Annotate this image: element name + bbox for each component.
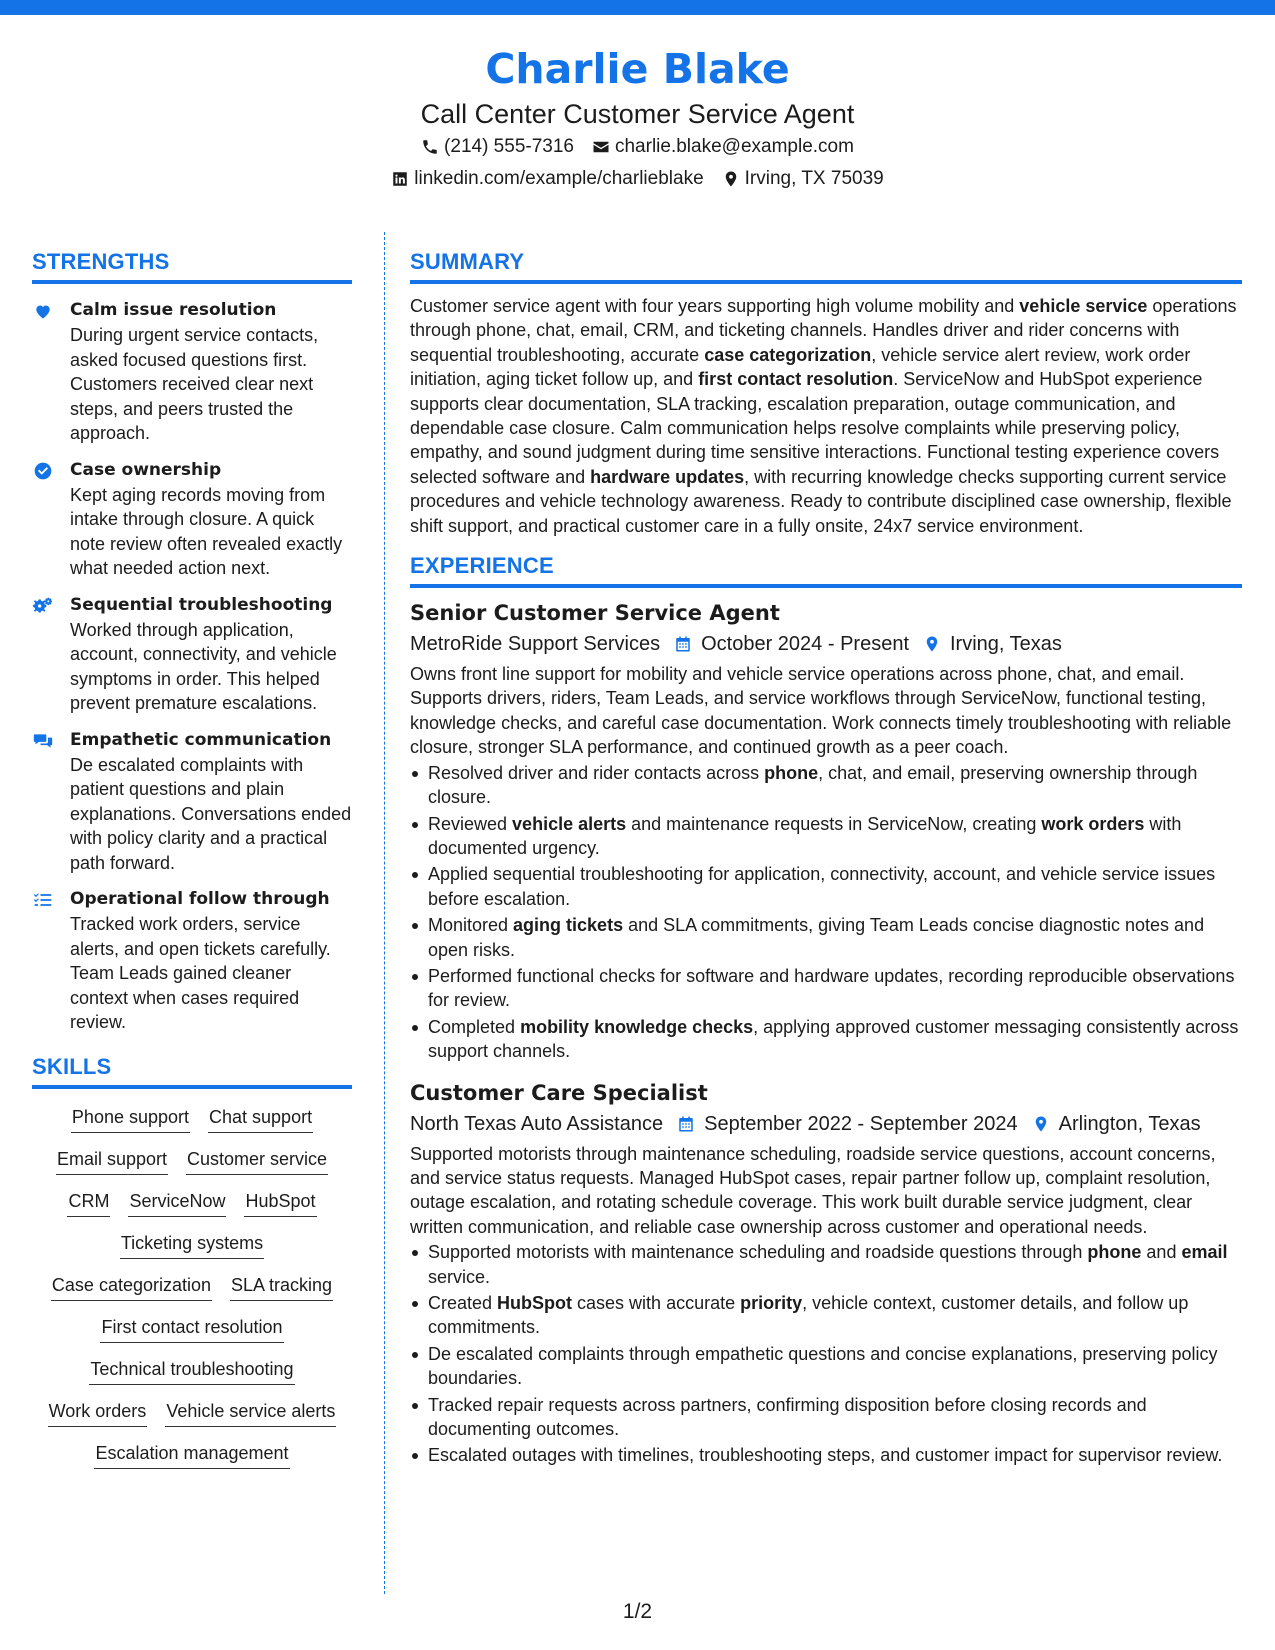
contact-linkedin[interactable] [391,163,703,195]
strength-title: Calm issue resolution [70,300,277,320]
job-bullets [410,761,1242,1064]
job-bullets [410,1240,1242,1468]
skill-tag: Customer service [186,1145,328,1175]
phone-icon [421,138,439,156]
bold-keyword: phone [764,762,819,783]
contact-email[interactable] [592,131,854,163]
skill-tag: CRM [67,1187,110,1217]
phone-text: (214) 555-7316 [444,136,574,157]
job-description: Owns front line support for mobility and vehicle service operations across phone, chat, and email. Supports drivers, riders, Team Leads, and service workflows through ServiceNow, functional testing, knowledge checks, and careful case documentation. Work connects timely troubleshooting with reliable closure, stronger SLA performance, and continued growth as a peer coach. [410,664,1232,758]
bold-keyword: aging tickets [513,915,624,936]
job-company: North Texas Auto Assistance [410,1112,664,1135]
skill-tag: SLA tracking [230,1271,333,1301]
column-divider [384,232,385,1594]
bullet-item: Supported motorists with maintenance scheduling and roadside questions through phone and email service. [410,1240,1242,1289]
left-column [32,248,352,1469]
skill-tag: First contact resolution [100,1313,283,1343]
calendar-icon [677,1114,695,1134]
strength-item [32,593,352,716]
check-circle-icon [32,461,54,481]
bullet-item: Created HubSpot cases with accurate priority, vehicle context, customer details, and follow up commitments. [410,1291,1242,1340]
skill-tag: Phone support [71,1103,190,1133]
strength-desc: Tracked work orders, service alerts, and open tickets carefully. Team Leads gained cleaner context when cases required review. [70,914,331,1032]
job-dates: October 2024 - Present [701,633,909,656]
skill-tag: Technical troubleshooting [89,1355,294,1385]
skill-tag: HubSpot [244,1187,316,1217]
bullet-item: Completed mobility knowledge checks, applying approved customer messaging consistently across support channels. [410,1015,1242,1064]
right-column [410,248,1242,1470]
bullet-item: Monitored aging tickets and SLA commitments, giving Team Leads concise diagnostic notes and open risks. [410,913,1242,962]
strength-title: Case ownership [70,459,222,480]
bold-keyword: phone [1087,1242,1142,1263]
skill-tag: Chat support [208,1103,313,1133]
job-description: Supported motorists through maintenance scheduling, roadside service questions, account concerns, and service status requests. Managed HubSpot cases, repair partner follow up, complaint resolution, outage escalation, and rotating schedule coverage. This work built durable service judgment, clear written communication, and reliable case ownership across customer and operational needs. [410,1143,1216,1237]
resume-header [0,40,1275,195]
experience-section [410,552,1242,1468]
strength-desc: De escalated complaints with patient questions and plain explanations. Conversations ended with policy clarity and a practical path forward. [70,754,352,873]
bold-keyword: hardware updates [590,466,745,487]
skill-tag: Ticketing systems [120,1229,264,1259]
bold-keyword: HubSpot [497,1293,573,1313]
top-accent-bar [0,0,1275,15]
summary-text: Customer service agent with four years supporting high volume mobility and vehicle service operations through phone, chat, email, CRM, and ticketing channels. Handles driver and rider concerns with sequential troubleshooting, accurate case categorization, vehicle service alert review, work order initiation, aging ticket follow up, and first contact resolution. ServiceNow and HubSpot experience supports clear documentation, SLA tracking, escalation preparation, outage communication, and dependable case closure. Calm communication helps resolve complaints while preserving policy, empathy, and sound judgment during time sensitive interactions. Functional testing experience covers selected software and hardware updates, with recurring knowledge checks supporting current service procedures and vehicle technology awareness. Ready to contribute disciplined case ownership, flexible shift support, and practical customer care in a fully onsite, 24x7 service environment. [410,296,1237,536]
contact-location [722,163,884,195]
map-pin-icon [722,170,740,188]
candidate-title: Call Center Customer Service Agent [420,99,855,129]
bold-keyword: priority [740,1293,803,1313]
bullet-item: Tracked repair requests across partners, confirming disposition before closing records and documenting outcomes. [410,1393,1242,1442]
strength-desc: Kept aging records moving from intake through closure. A quick note review often revealed exactly what needed action next. [70,484,343,578]
strengths-heading: STRENGTHS [32,248,352,284]
strength-title: Sequential troubleshooting [70,594,333,615]
skill-tag: ServiceNow [128,1187,226,1217]
experience-heading: EXPERIENCE [410,552,1242,588]
skill-tag: Escalation management [94,1439,289,1469]
map-pin-icon [923,634,941,654]
skill-tag: Vehicle service alerts [165,1397,336,1427]
strength-title: Operational follow through [70,889,330,909]
candidate-name: Charlie Blake [485,45,790,93]
job-title: Senior Customer Service Agent [410,601,780,626]
location-text: Irving, TX 75039 [744,168,884,189]
job-location: Arlington, Texas [1058,1112,1201,1135]
summary-heading: SUMMARY [410,248,1242,284]
contact-phone [421,131,574,163]
job-meta [410,628,1242,660]
skill-tag: Email support [56,1145,168,1175]
strength-desc: Worked through application, account, connectivity, and vehicle symptoms in order. This helped prevent premature escalations. [70,619,337,713]
job-company: MetroRide Support Services [410,633,661,656]
skills-list [32,1103,352,1469]
checklist-icon [32,890,54,910]
email-text[interactable]: charlie.blake@example.com [614,136,854,157]
bullet-item: Resolved driver and rider contacts across phone, chat, and email, preserving ownership through closure. [410,761,1242,810]
job-entry [410,1078,1242,1468]
bold-keyword: mobility knowledge checks [520,1016,754,1037]
contact-row-2 [0,163,1275,195]
strength-item [32,298,352,446]
bullet-item: Performed functional checks for software and hardware updates, recording reproducible observations for review. [410,964,1242,1013]
strength-item [32,458,352,581]
bold-keyword: first contact resolution [698,369,894,390]
bold-keyword: vehicle service [1019,296,1148,316]
strengths-list [32,298,352,1035]
chat-bubbles-icon [32,731,54,751]
bullet-item: Reviewed vehicle alerts and maintenance requests in ServiceNow, creating work orders with documented urgency. [410,812,1242,861]
skill-tag: Work orders [48,1397,148,1427]
job-location: Irving, Texas [950,633,1062,656]
bullet-item: Escalated outages with timelines, troubleshooting steps, and customer impact for supervisor review. [410,1443,1242,1467]
skills-section [32,1053,352,1469]
job-meta [410,1108,1242,1140]
envelope-icon [592,138,610,156]
bullet-item: Applied sequential troubleshooting for application, connectivity, account, and vehicle service issues before escalation. [410,862,1242,911]
linkedin-text[interactable]: linkedin.com/example/charlieblake [414,168,704,189]
gears-icon [32,596,54,616]
strength-item [32,887,352,1035]
skill-tag: Case categorization [51,1271,212,1301]
strength-title: Empathetic communication [70,729,332,750]
strength-item [32,728,352,876]
bullet-item: De escalated complaints through empathetic questions and concise explanations, preserving policy boundaries. [410,1342,1242,1391]
calendar-icon [674,634,692,654]
skills-heading: SKILLS [32,1053,352,1089]
job-title: Customer Care Specialist [410,1080,708,1105]
page-number: 1/2 [622,1600,653,1623]
bold-keyword: case categorization [704,344,872,365]
bold-keyword: work orders [1041,813,1145,834]
linkedin-icon [391,170,409,188]
bold-keyword: email [1181,1242,1228,1263]
strength-desc: During urgent service contacts, asked focused questions first. Customers received clear next steps, and peers trusted the approach. [70,325,319,443]
contact-row-1 [0,131,1275,163]
job-entry [410,598,1242,1064]
job-dates: September 2022 - September 2024 [704,1112,1018,1135]
bold-keyword: vehicle alerts [512,813,627,834]
map-pin-icon [1032,1114,1050,1134]
heart-icon [32,301,54,321]
